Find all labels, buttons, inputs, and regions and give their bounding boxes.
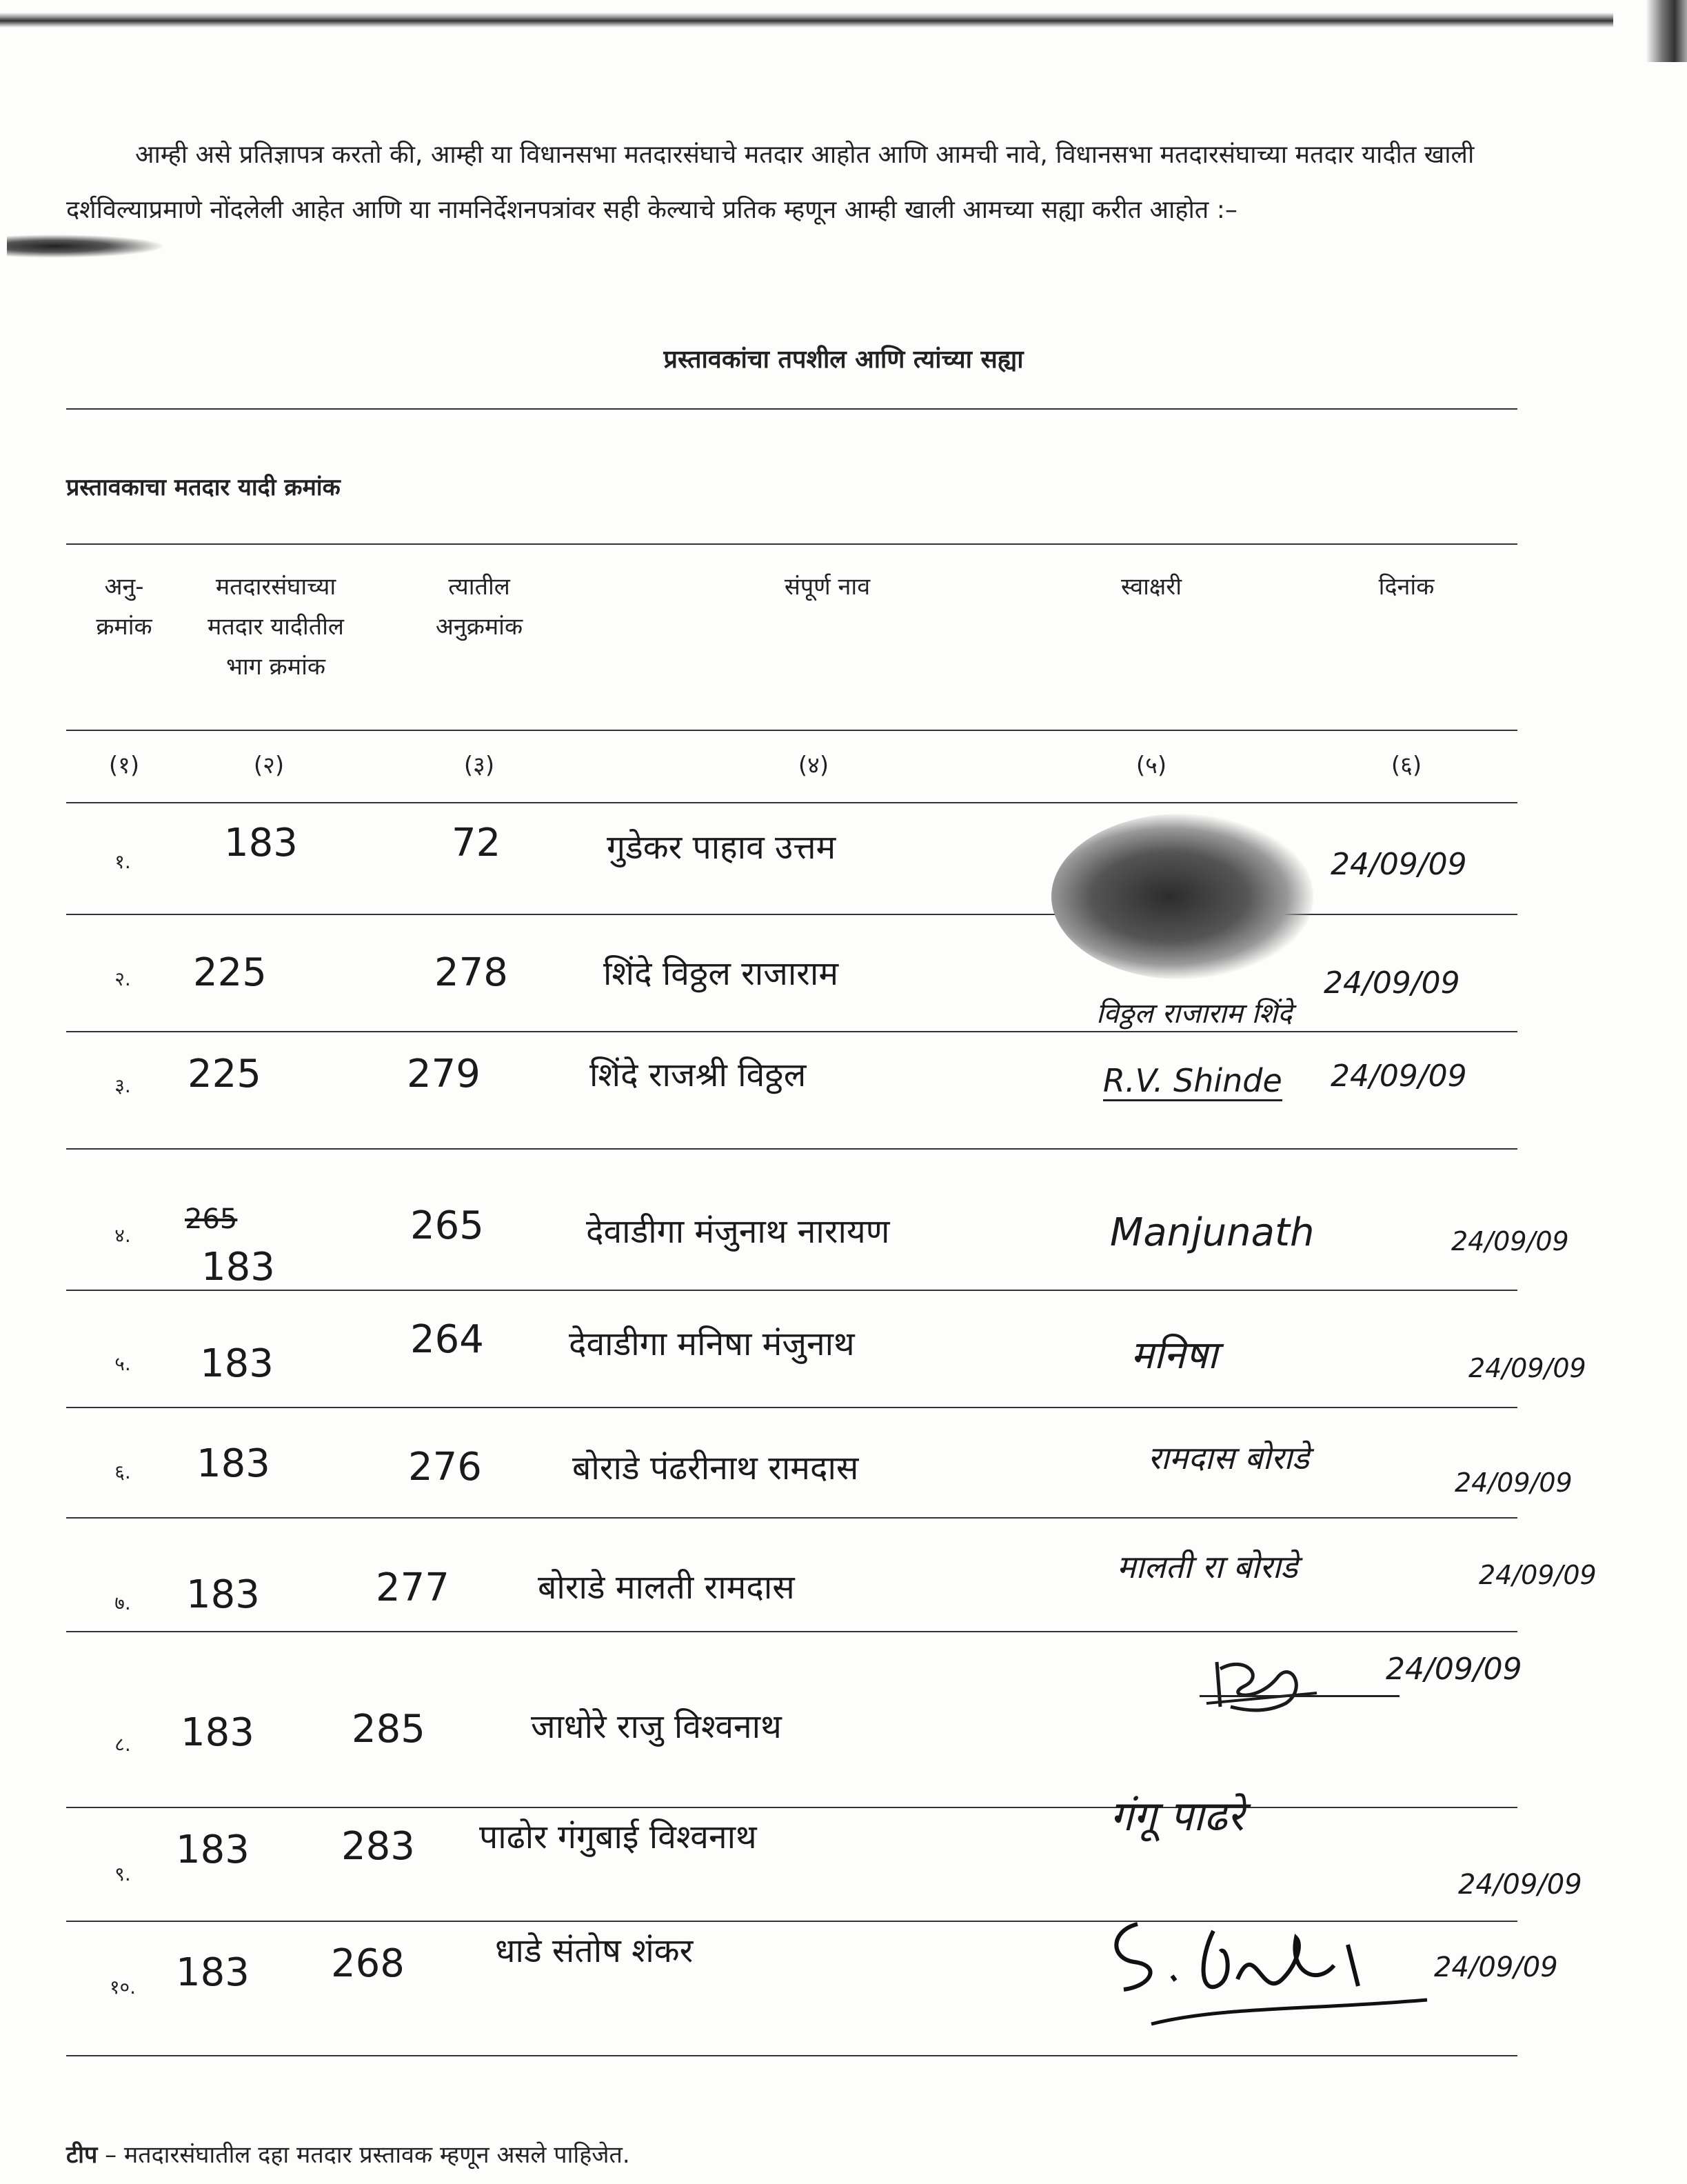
row-entry-number: 283 [341, 1824, 415, 1869]
row-signature: मनिषा [1131, 1333, 1218, 1378]
header-entry-line2: अनुक्रमांक [435, 613, 523, 641]
row-part-number: 225 [193, 950, 267, 995]
row-entry-number: 277 [376, 1565, 449, 1610]
header-signature: स्वाक्षरी [1120, 573, 1182, 601]
row-full-name: शिंदे राजश्री विठ्ठल [589, 1056, 807, 1094]
row-full-name: बोराडे पंढरीनाथ रामदास [572, 1449, 859, 1487]
row-part-number: 183 [224, 821, 298, 865]
row-entry-number: 265 [410, 1203, 484, 1248]
row-serial: ९. [114, 1863, 131, 1885]
row-part-number: 183 [196, 1441, 270, 1486]
divider-line [66, 543, 1517, 545]
row-serial: २. [114, 968, 131, 990]
row-serial: ७. [114, 1592, 131, 1614]
row-serial: १. [114, 850, 131, 873]
scan-smudge [7, 234, 165, 258]
row-signature: गंगू पाढरे [1110, 1792, 1244, 1841]
column-number: (१) [108, 752, 140, 779]
row-serial: ३. [114, 1074, 131, 1097]
row-serial: ४. [114, 1224, 131, 1247]
row-full-name: शिंदे विठ्ठल राजाराम [603, 954, 839, 993]
header-serial-line2: क्रमांक [96, 613, 152, 641]
footnote-text: – मतदारसंघातील दहा मतदार प्रस्तावक म्हणून असले पाहिजेत. [97, 2141, 630, 2169]
footnote [66, 2138, 630, 2170]
row-separator [66, 1631, 1517, 1632]
divider-line [66, 730, 1517, 731]
divider-line [66, 408, 1517, 410]
row-struck-part-number: 265 [185, 1203, 238, 1235]
row-entry-number: 264 [410, 1317, 484, 1362]
row-signature: रामदास बोराडे [1148, 1439, 1309, 1476]
header-entry [407, 567, 552, 647]
row-date: 24/09/09 [1386, 1652, 1522, 1687]
row-separator [66, 1031, 1517, 1032]
header-date: दिनांक [1378, 573, 1435, 601]
row-signature: Manjunath [1110, 1210, 1315, 1255]
row-full-name: गुडेकर पाहाव उत्तम [607, 828, 836, 867]
header-entry-line1: त्यातील [448, 573, 510, 601]
header-serial [76, 567, 172, 647]
row-entry-number: 72 [452, 821, 501, 865]
column-number: (४) [798, 752, 829, 779]
scribble-signature [1203, 1648, 1320, 1724]
row-date: 24/09/09 [1451, 1226, 1569, 1256]
row-part-number: 183 [186, 1572, 260, 1617]
column-number: (६) [1391, 752, 1422, 779]
row-separator [66, 1290, 1517, 1291]
column-number: (५) [1135, 752, 1167, 779]
thumbprint-signature [1051, 814, 1313, 979]
row-part-number: 183 [176, 1950, 250, 1995]
row-date: 24/09/09 [1455, 1467, 1573, 1498]
row-full-name: देवाडीगा मनिषा मंजुनाथ [569, 1325, 855, 1363]
voter-list-label: प्रस्तावकाचा मतदार यादी क्रमांक [66, 474, 341, 501]
row-separator [66, 1148, 1517, 1150]
scan-corner-mark [1646, 0, 1687, 62]
scan-top-edge [0, 12, 1613, 28]
column-number: (३) [463, 752, 495, 779]
footnote-label: टीप [66, 2141, 98, 2169]
header-part-line1: मतदारसंघाच्या [215, 573, 336, 601]
row-date: 24/09/09 [1331, 847, 1467, 882]
row-entry-number: 268 [331, 1941, 405, 1986]
intro-paragraph: आम्ही असे प्रतिज्ञापत्र करतो की, आम्ही या विधानसभा मतदारसंघाचे मतदार आहोत आणि आमची नावे, विधानसभा मतदारसंघाच्या मतदार यादीत खाली दर्शविल्याप्रमाणे नोंदलेली आहेत आणि या नामनिर्देशनपत्रांवर सही केल्याचे प्रतिक म्हणून आम्ही खाली आमच्या सह्या करीत आहोत :– [66, 141, 1475, 224]
signature-strike-line [1200, 1695, 1400, 1697]
row-date: 24/09/09 [1324, 965, 1460, 1001]
row-separator [66, 1517, 1517, 1519]
row-entry-number: 285 [352, 1707, 425, 1752]
row-part-number: 183 [181, 1710, 254, 1755]
row-part-number: 183 [200, 1341, 274, 1386]
row-date: 24/09/09 [1458, 1869, 1582, 1901]
header-part-line2: मतदार यादीतील [208, 613, 344, 641]
divider-line [66, 802, 1517, 803]
header-part [176, 567, 376, 687]
row-full-name: जाधोरे राजु विश्वनाथ [531, 1707, 782, 1746]
header-name: संपूर्ण नाव [784, 573, 871, 601]
row-date: 24/09/09 [1479, 1560, 1597, 1590]
row-serial: ६. [114, 1461, 131, 1483]
row-full-name: देवाडीगा मंजुनाथ नारायण [586, 1212, 890, 1251]
row-serial: १०. [109, 1976, 137, 1998]
header-serial-line1: अनु- [104, 573, 144, 601]
row-part-number: 225 [188, 1052, 261, 1096]
row-signature: विठ्ठल राजाराम शिंदे [1096, 998, 1293, 1030]
row-separator [66, 1407, 1517, 1408]
row-separator [66, 1807, 1517, 1808]
row-serial: ८. [114, 1733, 131, 1756]
row-full-name: बोराडे मालती रामदास [538, 1568, 795, 1607]
row-full-name: धाडे संतोष शंकर [495, 1932, 694, 1970]
row-signature: R.V. Shinde [1103, 1062, 1282, 1101]
row-separator [66, 2055, 1517, 2056]
row-date: 24/09/09 [1434, 1952, 1558, 1983]
header-part-line3: भाग क्रमांक [225, 653, 326, 681]
row-entry-number: 276 [408, 1445, 482, 1490]
row-signature: मालती रा बोराडे [1117, 1548, 1298, 1585]
column-number: (२) [253, 752, 285, 779]
row-full-name: पाढोर गंगुबाई विश्वनाथ [479, 1818, 757, 1856]
row-part-number: 183 [201, 1245, 275, 1290]
row-part-number: 183 [176, 1827, 250, 1872]
scribble-signature [1096, 1903, 1448, 2034]
table-title: प्रस्तावकांचा तपशील आणि त्यांच्या सह्या [663, 345, 1024, 374]
row-date: 24/09/09 [1331, 1059, 1467, 1094]
row-entry-number: 278 [434, 950, 508, 995]
row-serial: ५. [114, 1352, 131, 1375]
row-entry-number: 279 [407, 1052, 481, 1096]
row-date: 24/09/09 [1468, 1353, 1586, 1383]
